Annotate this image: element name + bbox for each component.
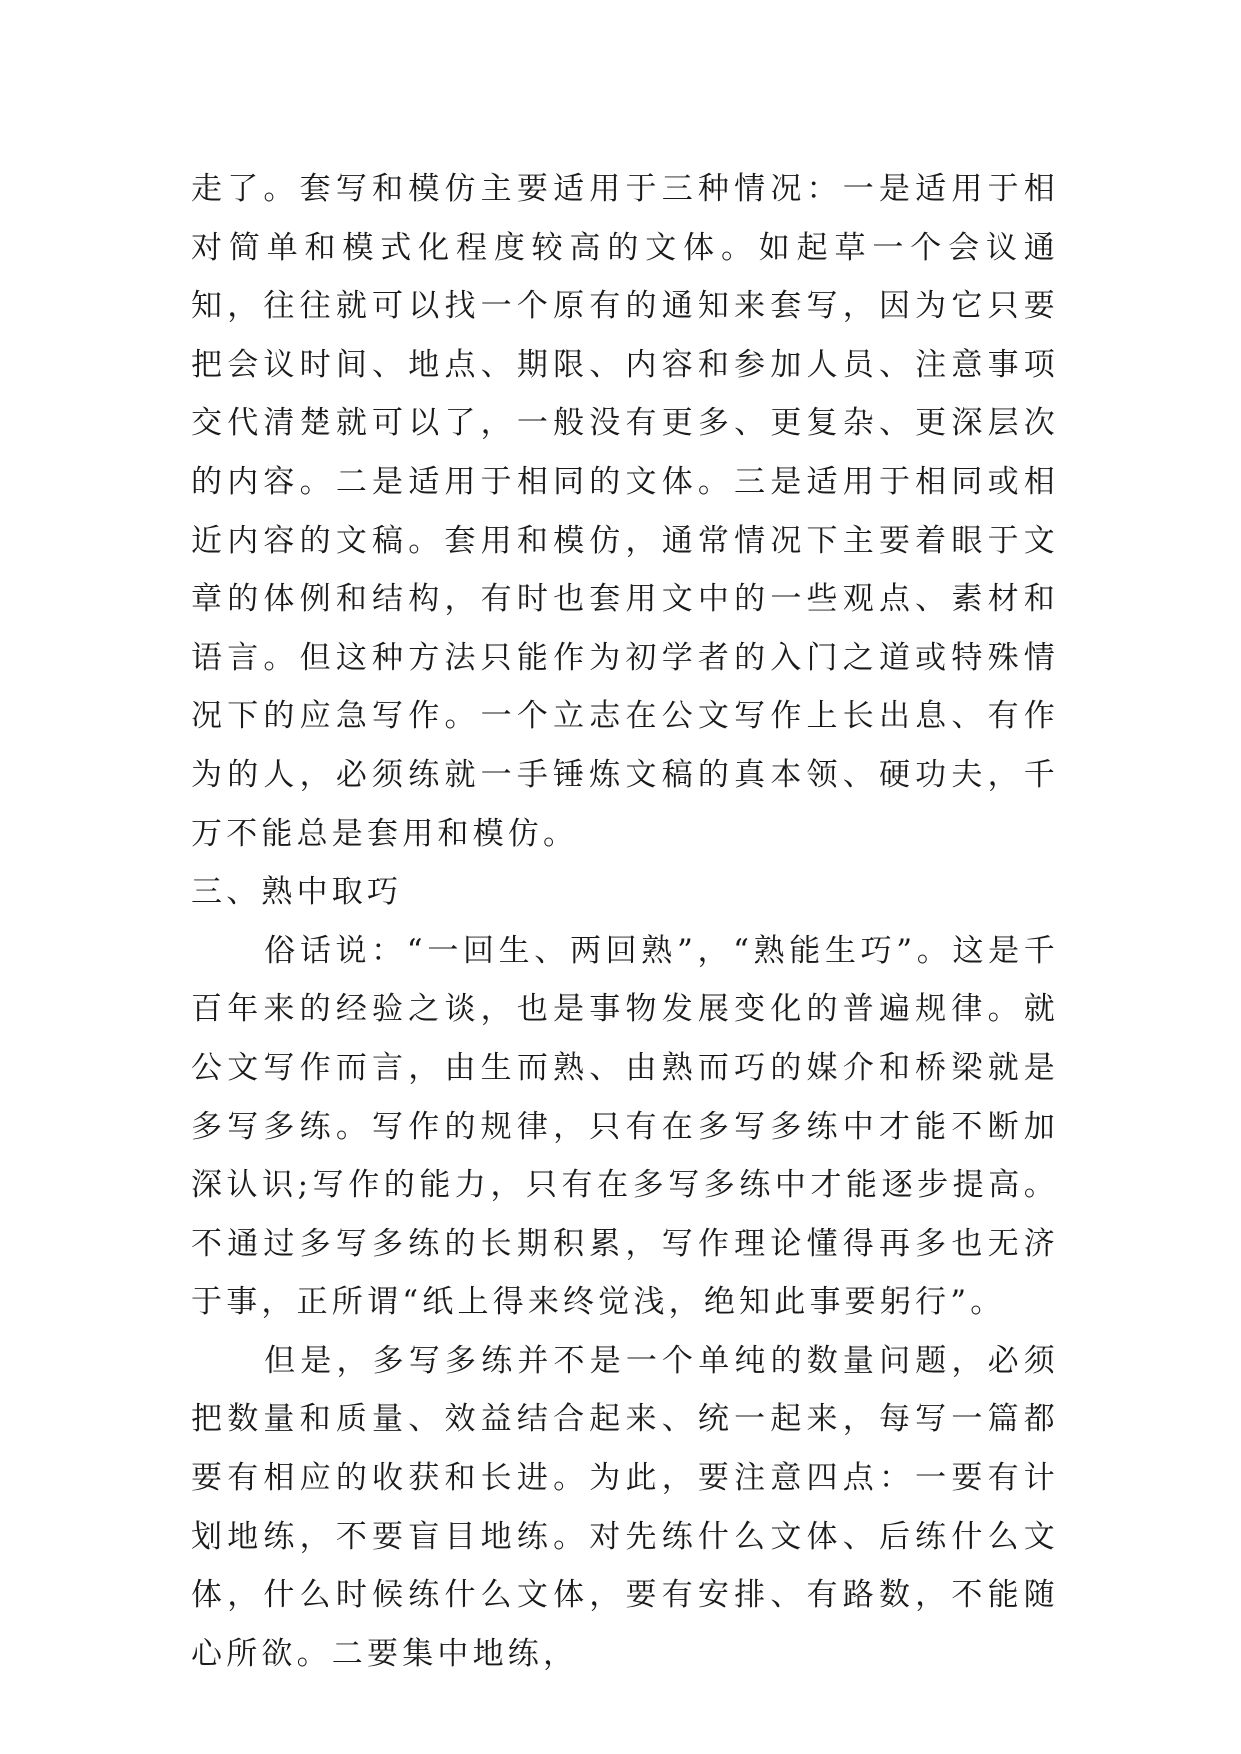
paragraph: 但是，多写多练并不是一个单纯的数量问题，必须把数量和质量、效益结合起来、统一起来，每写一篇都要有相应的收获和长进。为此，要注意四点：一要有计划地练，不要盲目地练。对先练什么文体、后练什么文体，什么时候练什么文体，要有安排、有路数，不能随心所欲。二要集中地练， bbox=[191, 1342, 1059, 1672]
document-body bbox=[191, 160, 1059, 1683]
paragraph: 俗话说：“一回生、两回熟”，“熟能生巧”。这是千百年来的经验之谈，也是事物发展变化的普遍规律。就公文写作而言，由生而熟、由熟而巧的媒介和桥梁就是多写多练。写作的规律，只有在多写多练中才能不断加深认识;写作的能力，只有在多写多练中才能逐步提高。不通过多写多练的长期积累，写作理论懂得再多也无济于事，正所谓“纸上得来终觉浅，绝知此事要躬行”。 bbox=[191, 932, 1059, 1321]
paragraph-continuation: 走了。套写和模仿主要适用于三种情况：一是适用于相对简单和模式化程度较高的文体。如起草一个会议通知，往往就可以找一个原有的通知来套写，因为它只要把会议时间、地点、期限、内容和参加人员、注意事项交代清楚就可以了，一般没有更多、更复杂、更深层次的内容。二是适用于相同的文体。三是适用于相同或相近内容的文稿。套用和模仿，通常情况下主要着眼于文章的体例和结构，有时也套用文中的一些观点、素材和语言。但这种方法只能作为初学者的入门之道或特殊情况下的应急写作。一个立志在公文写作上长出息、有作为的人，必须练就一手锤炼文稿的真本领、硬功夫，千万不能总是套用和模仿。 bbox=[191, 171, 1059, 852]
section-heading: 三、熟中取巧 bbox=[191, 874, 403, 911]
